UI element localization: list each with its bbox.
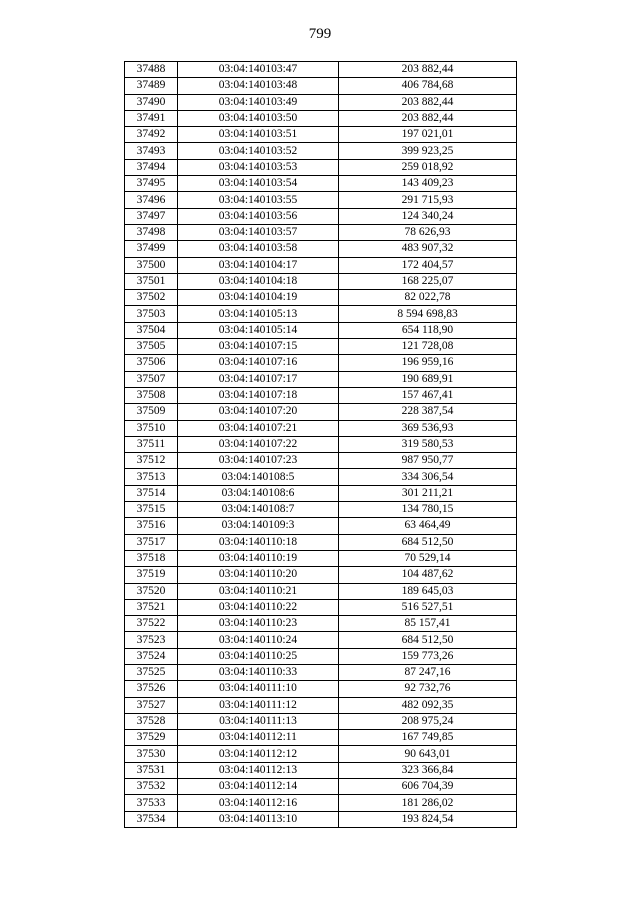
value-cell: 181 286,02 (339, 795, 517, 811)
row-number-cell: 37489 (125, 78, 178, 94)
table-row (125, 762, 517, 778)
table-row (125, 143, 517, 159)
value-cell: 203 882,44 (339, 94, 517, 110)
row-number-cell: 37505 (125, 339, 178, 355)
value-cell: 70 529,14 (339, 550, 517, 566)
cadastral-number-cell: 03:04:140107:17 (178, 371, 339, 387)
row-number-cell: 37508 (125, 387, 178, 403)
row-number-cell: 37495 (125, 176, 178, 192)
row-number-cell: 37516 (125, 518, 178, 534)
cadastral-number-cell: 03:04:140110:20 (178, 567, 339, 583)
row-number-cell: 37509 (125, 404, 178, 420)
value-cell: 92 732,76 (339, 681, 517, 697)
value-cell: 82 022,78 (339, 290, 517, 306)
cadastral-number-cell: 03:04:140107:22 (178, 436, 339, 452)
row-number-cell: 37529 (125, 730, 178, 746)
table-row (125, 795, 517, 811)
value-cell: 203 882,44 (339, 62, 517, 78)
row-number-cell: 37511 (125, 436, 178, 452)
table-row (125, 208, 517, 224)
value-cell: 369 536,93 (339, 420, 517, 436)
cadastral-number-cell: 03:04:140109:3 (178, 518, 339, 534)
cadastral-number-cell: 03:04:140105:13 (178, 306, 339, 322)
table-row (125, 78, 517, 94)
table-row (125, 681, 517, 697)
table-row (125, 664, 517, 680)
value-cell: 189 645,03 (339, 583, 517, 599)
cadastral-number-cell: 03:04:140112:16 (178, 795, 339, 811)
value-cell: 190 689,91 (339, 371, 517, 387)
value-cell: 63 464,49 (339, 518, 517, 534)
cadastral-number-cell: 03:04:140108:7 (178, 502, 339, 518)
cadastral-number-cell: 03:04:140112:13 (178, 762, 339, 778)
value-cell: 104 487,62 (339, 567, 517, 583)
row-number-cell: 37493 (125, 143, 178, 159)
row-number-cell: 37515 (125, 502, 178, 518)
row-number-cell: 37494 (125, 159, 178, 175)
value-cell: 323 366,84 (339, 762, 517, 778)
value-cell: 319 580,53 (339, 436, 517, 452)
cadastral-number-cell: 03:04:140107:15 (178, 339, 339, 355)
table-row (125, 387, 517, 403)
cadastral-number-cell: 03:04:140110:24 (178, 632, 339, 648)
value-cell: 193 824,54 (339, 811, 517, 827)
value-cell: 291 715,93 (339, 192, 517, 208)
row-number-cell: 37491 (125, 110, 178, 126)
table-row (125, 159, 517, 175)
row-number-cell: 37517 (125, 534, 178, 550)
table-row (125, 371, 517, 387)
table-row (125, 713, 517, 729)
cadastral-number-cell: 03:04:140112:12 (178, 746, 339, 762)
value-cell: 987 950,77 (339, 453, 517, 469)
cadastral-number-cell: 03:04:140103:58 (178, 241, 339, 257)
value-cell: 654 118,90 (339, 322, 517, 338)
row-number-cell: 37503 (125, 306, 178, 322)
row-number-cell: 37498 (125, 224, 178, 240)
value-cell: 134 780,15 (339, 502, 517, 518)
cadastral-number-cell: 03:04:140104:18 (178, 273, 339, 289)
table-row (125, 616, 517, 632)
table-row (125, 94, 517, 110)
table-row (125, 469, 517, 485)
row-number-cell: 37522 (125, 616, 178, 632)
cadastral-number-cell: 03:04:140112:14 (178, 779, 339, 795)
row-number-cell: 37492 (125, 127, 178, 143)
table-row (125, 518, 517, 534)
table-row (125, 420, 517, 436)
cadastral-number-cell: 03:04:140103:54 (178, 176, 339, 192)
table-row (125, 811, 517, 827)
table-row (125, 110, 517, 126)
row-number-cell: 37523 (125, 632, 178, 648)
value-cell: 483 907,32 (339, 241, 517, 257)
cadastral-number-cell: 03:04:140108:5 (178, 469, 339, 485)
row-number-cell: 37499 (125, 241, 178, 257)
table-row (125, 339, 517, 355)
value-cell: 167 749,85 (339, 730, 517, 746)
value-cell: 228 387,54 (339, 404, 517, 420)
table-row (125, 322, 517, 338)
row-number-cell: 37507 (125, 371, 178, 387)
page-number: 799 (308, 26, 332, 42)
cadastral-number-cell: 03:04:140110:23 (178, 616, 339, 632)
cadastral-number-cell: 03:04:140107:16 (178, 355, 339, 371)
table-row (125, 404, 517, 420)
row-number-cell: 37500 (125, 257, 178, 273)
row-number-cell: 37527 (125, 697, 178, 713)
cadastral-number-cell: 03:04:140103:47 (178, 62, 339, 78)
data-table (124, 61, 517, 828)
table-row (125, 192, 517, 208)
value-cell: 334 306,54 (339, 469, 517, 485)
row-number-cell: 37518 (125, 550, 178, 566)
value-cell: 8 594 698,83 (339, 306, 517, 322)
table-row (125, 746, 517, 762)
table-row (125, 453, 517, 469)
value-cell: 172 404,57 (339, 257, 517, 273)
cadastral-number-cell: 03:04:140108:6 (178, 485, 339, 501)
cadastral-number-cell: 03:04:140103:57 (178, 224, 339, 240)
table-row (125, 306, 517, 322)
value-cell: 90 643,01 (339, 746, 517, 762)
cadastral-number-cell: 03:04:140110:19 (178, 550, 339, 566)
value-cell: 85 157,41 (339, 616, 517, 632)
cadastral-number-cell: 03:04:140103:49 (178, 94, 339, 110)
table-row (125, 241, 517, 257)
row-number-cell: 37532 (125, 779, 178, 795)
value-cell: 87 247,16 (339, 664, 517, 680)
row-number-cell: 37510 (125, 420, 178, 436)
row-number-cell: 37512 (125, 453, 178, 469)
value-cell: 159 773,26 (339, 648, 517, 664)
value-cell: 203 882,44 (339, 110, 517, 126)
row-number-cell: 37521 (125, 599, 178, 615)
table-row (125, 355, 517, 371)
table-body (125, 62, 517, 828)
cadastral-number-cell: 03:04:140103:53 (178, 159, 339, 175)
table-row (125, 273, 517, 289)
table-row (125, 224, 517, 240)
row-number-cell: 37526 (125, 681, 178, 697)
value-cell: 157 467,41 (339, 387, 517, 403)
table-row (125, 583, 517, 599)
table-row (125, 436, 517, 452)
cadastral-number-cell: 03:04:140110:22 (178, 599, 339, 615)
table-row (125, 62, 517, 78)
value-cell: 208 975,24 (339, 713, 517, 729)
cadastral-number-cell: 03:04:140111:13 (178, 713, 339, 729)
value-cell: 121 728,08 (339, 339, 517, 355)
row-number-cell: 37525 (125, 664, 178, 680)
cadastral-number-cell: 03:04:140105:14 (178, 322, 339, 338)
cadastral-number-cell: 03:04:140103:50 (178, 110, 339, 126)
cadastral-number-cell: 03:04:140111:12 (178, 697, 339, 713)
table-row (125, 127, 517, 143)
cadastral-number-cell: 03:04:140103:55 (178, 192, 339, 208)
row-number-cell: 37501 (125, 273, 178, 289)
table-row (125, 550, 517, 566)
table-row (125, 567, 517, 583)
table-row (125, 599, 517, 615)
value-cell: 197 021,01 (339, 127, 517, 143)
value-cell: 168 225,07 (339, 273, 517, 289)
cadastral-number-cell: 03:04:140103:56 (178, 208, 339, 224)
cadastral-number-cell: 03:04:140110:21 (178, 583, 339, 599)
cadastral-number-cell: 03:04:140113:10 (178, 811, 339, 827)
cadastral-number-cell: 03:04:140112:11 (178, 730, 339, 746)
table-row (125, 632, 517, 648)
cadastral-number-cell: 03:04:140107:18 (178, 387, 339, 403)
value-cell: 301 211,21 (339, 485, 517, 501)
row-number-cell: 37531 (125, 762, 178, 778)
table-row (125, 485, 517, 501)
row-number-cell: 37496 (125, 192, 178, 208)
row-number-cell: 37530 (125, 746, 178, 762)
value-cell: 124 340,24 (339, 208, 517, 224)
cadastral-number-cell: 03:04:140110:25 (178, 648, 339, 664)
table-row (125, 257, 517, 273)
cadastral-number-cell: 03:04:140111:10 (178, 681, 339, 697)
value-cell: 684 512,50 (339, 534, 517, 550)
cadastral-number-cell: 03:04:140110:18 (178, 534, 339, 550)
table-row (125, 648, 517, 664)
value-cell: 259 018,92 (339, 159, 517, 175)
row-number-cell: 37514 (125, 485, 178, 501)
value-cell: 399 923,25 (339, 143, 517, 159)
row-number-cell: 37524 (125, 648, 178, 664)
value-cell: 406 784,68 (339, 78, 517, 94)
cadastral-number-cell: 03:04:140110:33 (178, 664, 339, 680)
row-number-cell: 37513 (125, 469, 178, 485)
cadastral-number-cell: 03:04:140107:23 (178, 453, 339, 469)
cadastral-number-cell: 03:04:140104:17 (178, 257, 339, 273)
table-row (125, 502, 517, 518)
value-cell: 684 512,50 (339, 632, 517, 648)
row-number-cell: 37504 (125, 322, 178, 338)
cadastral-number-cell: 03:04:140103:48 (178, 78, 339, 94)
table-row (125, 730, 517, 746)
cadastral-number-cell: 03:04:140103:51 (178, 127, 339, 143)
row-number-cell: 37533 (125, 795, 178, 811)
cadastral-number-cell: 03:04:140103:52 (178, 143, 339, 159)
value-cell: 516 527,51 (339, 599, 517, 615)
cadastral-number-cell: 03:04:140107:20 (178, 404, 339, 420)
value-cell: 606 704,39 (339, 779, 517, 795)
cadastral-number-cell: 03:04:140107:21 (178, 420, 339, 436)
cadastral-number-cell: 03:04:140104:19 (178, 290, 339, 306)
row-number-cell: 37519 (125, 567, 178, 583)
table-row (125, 534, 517, 550)
row-number-cell: 37490 (125, 94, 178, 110)
row-number-cell: 37534 (125, 811, 178, 827)
value-cell: 143 409,23 (339, 176, 517, 192)
table-row (125, 176, 517, 192)
row-number-cell: 37528 (125, 713, 178, 729)
value-cell: 78 626,93 (339, 224, 517, 240)
table-row (125, 697, 517, 713)
row-number-cell: 37520 (125, 583, 178, 599)
row-number-cell: 37506 (125, 355, 178, 371)
value-cell: 196 959,16 (339, 355, 517, 371)
table-row (125, 290, 517, 306)
row-number-cell: 37497 (125, 208, 178, 224)
row-number-cell: 37488 (125, 62, 178, 78)
table-row (125, 779, 517, 795)
value-cell: 482 092,35 (339, 697, 517, 713)
row-number-cell: 37502 (125, 290, 178, 306)
